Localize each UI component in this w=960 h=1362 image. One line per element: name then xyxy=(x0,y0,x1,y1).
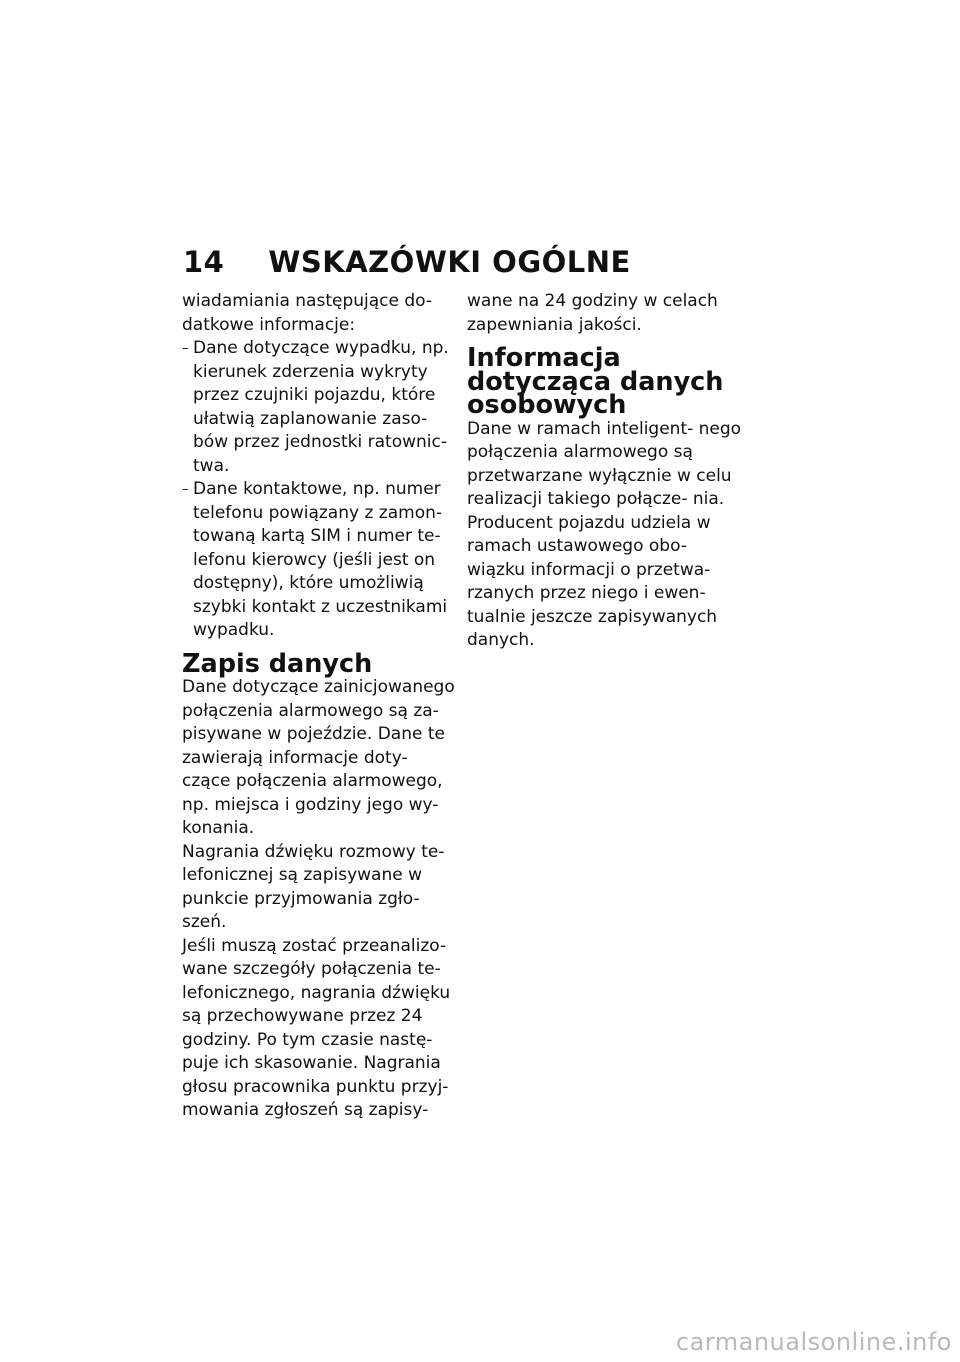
page-number: 14 xyxy=(183,245,225,279)
right-column xyxy=(467,290,743,653)
paragraph: Dane w ramach inteligent- nego połączenia alarmowego są przetwarzane wyłącznie w celu realizacji takiego połącze- nia. Producent pojazdu udziela w ramach ustawowego obo- wiązku informacji o przetwa- rzanych przez niego i ewen- tualnie jeszcze zapisywanych danych. xyxy=(467,418,742,650)
intro-text: wiadamiania następujące do- datkowe informacje: xyxy=(182,291,433,335)
paragraph: Nagrania dźwięku rozmowy te- lefonicznej są zapisywane w punkcie przyjmowania zgło- szeń. xyxy=(182,841,445,932)
list-item: – Dane dotyczące wypadku, np. kierunek zderzenia wykryty przez czujniki pojazdu, które ułatwią zaplanowanie zaso- bów przez jednostki ratownic- twa. xyxy=(182,337,458,478)
paragraph: Dane dotyczące zainicjowanego połączenia alarmowego są za- pisywane w pojeździe. Dane te zawierają informacje doty- czące połączenia alarmowego, np. miejsca i godziny jego wy- konania. xyxy=(182,677,455,838)
list-item: – Dane kontaktowe, np. numer telefonu powiązany z zamon- towaną kartą SIM i numer te- lefonu kierowcy (jeśli jest on dostępny), które umożliwią szybki kontakt z uczestnikami wypadku. xyxy=(182,478,458,643)
paragraph: Jeśli muszą zostać przeanalizo- wane szczegóły połączenia te- lefonicznego, nagrania dźwięku są przechowywane przez 24 godziny. Po tym czasie nastę- puje ich skasowanie. Nagrania głosu pracownika punktu przyj- mowania zgłoszeń są zapisy- xyxy=(182,935,451,1120)
watermark: carmanualsonline.info xyxy=(675,1328,952,1356)
section-title: WSKAZÓWKI OGÓLNE xyxy=(268,245,631,279)
heading-dane-osobowe: Informacja dotycząca danych osobowych xyxy=(467,343,724,420)
page-header xyxy=(183,244,631,280)
info-bullet-list xyxy=(182,337,458,643)
heading-zapis-danych: Zapis danych xyxy=(182,648,373,679)
continuation-text: wane na 24 godziny w celach zapewniania jakości. xyxy=(467,291,718,335)
left-column xyxy=(182,290,458,1123)
